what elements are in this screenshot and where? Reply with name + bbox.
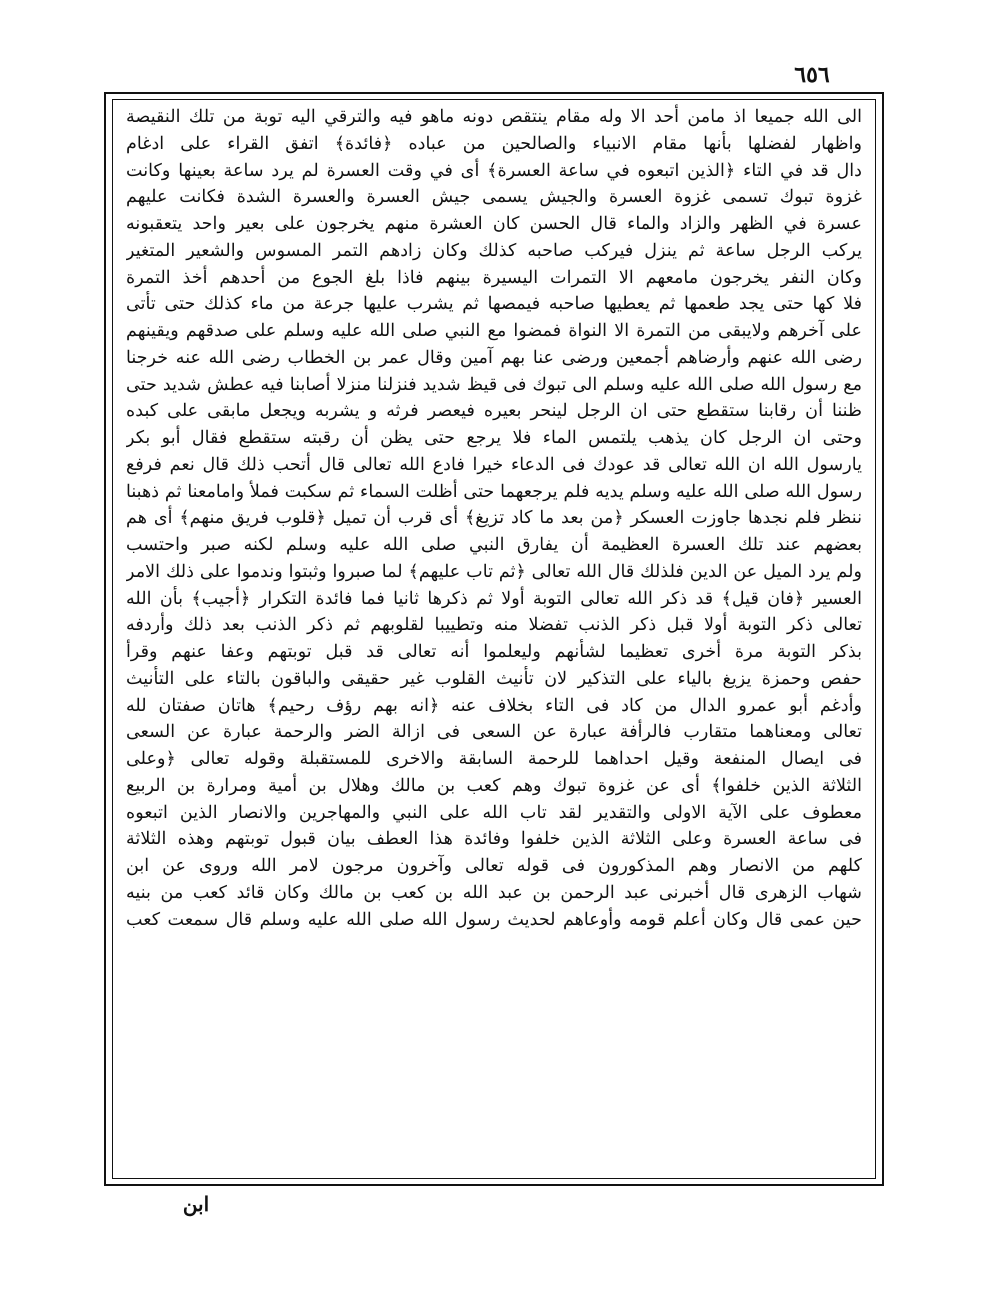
- text-line: وكان النفر يخرجون مامعهم الا التمرات اليسيرة بينهم فاذا بلغ الجوع من أحدهم أخذ التمرة: [126, 267, 862, 288]
- text-line: على آخرهم ولايبقى من التمرة الا النواة فمضوا مع النبي صلى الله عليه وسلم على صدقهم ويقينهم: [126, 321, 862, 341]
- text-line: الى الله جميعا اذ مامن أحد الا وله مقام ينتقص دونه ماهو فيه والترقي اليه توبة من تلك النقيصة: [126, 107, 862, 127]
- catchword: ابن: [182, 1192, 210, 1216]
- text-line: فلا كها حتى يجد طعمها ثم يعطيها صاحبه فيمصها ثم يشرب عليها جرعة من ماء كذلك حتى تأتى: [126, 294, 862, 315]
- text-line: بذكر التوبة مرة أخرى تعظيما لشأنهم وليعلموا أنه تعالى قد قبل توبتهم وعفا عنهم وقرأ: [126, 642, 862, 662]
- text-line: فى ساعة العسرة وعلى الثلاثة الذين خلفوا وفائدة هذا العطف بيان قبول توبتهم وهذه الثلاثة: [126, 829, 862, 850]
- text-line: تعالى ذكر التوبة أولا قبل ذكر الذنب تفضلا منه وتطييبا لقلوبهم ثم ذكر الذنب بعد ذلك وأردفه: [126, 615, 862, 636]
- text-line: واظهار لفضلها بأنها مقام الانبياء والصالحين من عباده ﴿فائدة﴾ اتفق القراء على ادغام: [126, 133, 862, 154]
- text-line: حفص وحمزة يزيغ بالياء على التذكير لان تأنيث القلوب غير حقيقى والباقون بالتاء على التأنيث: [126, 668, 862, 689]
- text-line: يارسول الله ان الله تعالى قد عودك فى الدعاء خيرا فادع الله تعالى قال أتحب ذلك قال نعم فرفع: [126, 454, 862, 475]
- text-line: مع رسول الله صلى الله عليه وسلم الى تبوك فى قيظ شديد فنزلنا منزلا أصابنا فيه عطش شديد حتى: [126, 374, 862, 395]
- text-line: دال قد في التاء ﴿الذين اتبعوه في ساعة العسرة﴾ أى في وقت العسرة لم يرد ساعة بعينها وكانت: [126, 160, 862, 181]
- text-line: غزوة تبوك تسمى غزوة العسرة والجيش يسمى جيش العسرة والعسرة الشدة فكانت عليهم: [126, 187, 862, 208]
- text-line: رضى الله عنهم وأرضاهم أجمعين ورضى عنا بهم آمين وقال عمر بن الخطاب رضى الله عنه خرجنا: [126, 347, 862, 368]
- main-text-block: [126, 104, 862, 1174]
- text-line: عسرة في الظهر والزاد والماء قال الحسن كان العشرة منهم يخرجون على بعير واحد يتعقبونه: [126, 214, 862, 234]
- text-line: حين عمى قال وكان أعلم قومه وأوعاهم لحديث رسول الله صلى الله عليه وسلم قال سمعت كعب: [126, 909, 862, 930]
- text-line: الثلاثة الذين خلفوا﴾ أى عن غزوة تبوك وهم كعب بن مالك وهلال بن أمية ومرارة بن الربيع: [126, 775, 862, 796]
- text-line: شهاب الزهرى قال أخبرنى عبد الرحمن بن عبد الله بن كعب بن مالك وكان قائد كعب من بنيه: [126, 882, 862, 903]
- text-line: وحتى ان الرجل كان يذهب يلتمس الماء فلا يرجع حتى يظن أن رقبته ستقطع فقال أبو بكر: [126, 428, 862, 448]
- text-line: وأدغم أبو عمرو الدال من كاد فى التاء بخلاف عنه ﴿انه بهم رؤف رحيم﴾ هاتان صفتان لله: [126, 695, 862, 716]
- text-line: ننظر فلم نجدها جاوزت العسكر ﴿من بعد ما كاد تزيغ﴾ أى قرب أن تميل ﴿قلوب فريق منهم﴾ أى هم: [126, 508, 862, 529]
- text-line: رسول الله صلى الله عليه وسلم يديه فلم يرجعهما حتى أظلت السماء ثم سكبت فملأ وامامعنا ثم ذهبنا: [126, 481, 862, 502]
- text-line: يركب الرجل ساعة ثم ينزل فيركب صاحبه كذلك وكان زادهم التمر المسوس والشعير المتغير: [126, 240, 862, 261]
- text-line: معطوف على الآية الاولى والتقدير لقد تاب الله على النبي والمهاجرين والانصار الذين اتبعوه: [126, 802, 862, 823]
- text-line: ولم يرد الميل عن الدين فلذلك قال الله تعالى ﴿ثم تاب عليهم﴾ لما صبروا وثبتوا وندموا على ذلك الامر: [126, 561, 862, 582]
- page-number: ٦٥٦: [794, 62, 830, 88]
- text-line: العسير ﴿فان قيل﴾ قد ذكر الله تعالى التوبة أولا ثم ذكرها ثانيا فما فائدة التكرار ﴿أجيب﴾ بأن الله: [126, 588, 862, 609]
- text-line: ظننا أن رقابنا ستقطع حتى ان الرجل لينحر بعيره فيعصر فرثه و يشربه ويجعل مابقى على كبده: [126, 401, 862, 422]
- text-line: فى ايصال المنفعة وقيل احداهما للرحمة السابقة والاخرى للمستقبلة وقوله تعالى ﴿وعلى: [126, 749, 862, 769]
- text-line: بعضهم عند تلك العسرة العظيمة أن يفارق النبي صلى الله عليه وسلم لكنه صبر واحتسب: [126, 535, 862, 555]
- text-line: تعالى ومعناهما متقارب فالرأفة عبارة عن السعى فى ازالة الضر والرحمة عبارة عن السعى: [126, 722, 862, 743]
- text-line: كلهم من الانصار وهم المذكورون فى قوله تعالى وآخرون مرجون لامر الله وروى عن ابن: [126, 856, 862, 876]
